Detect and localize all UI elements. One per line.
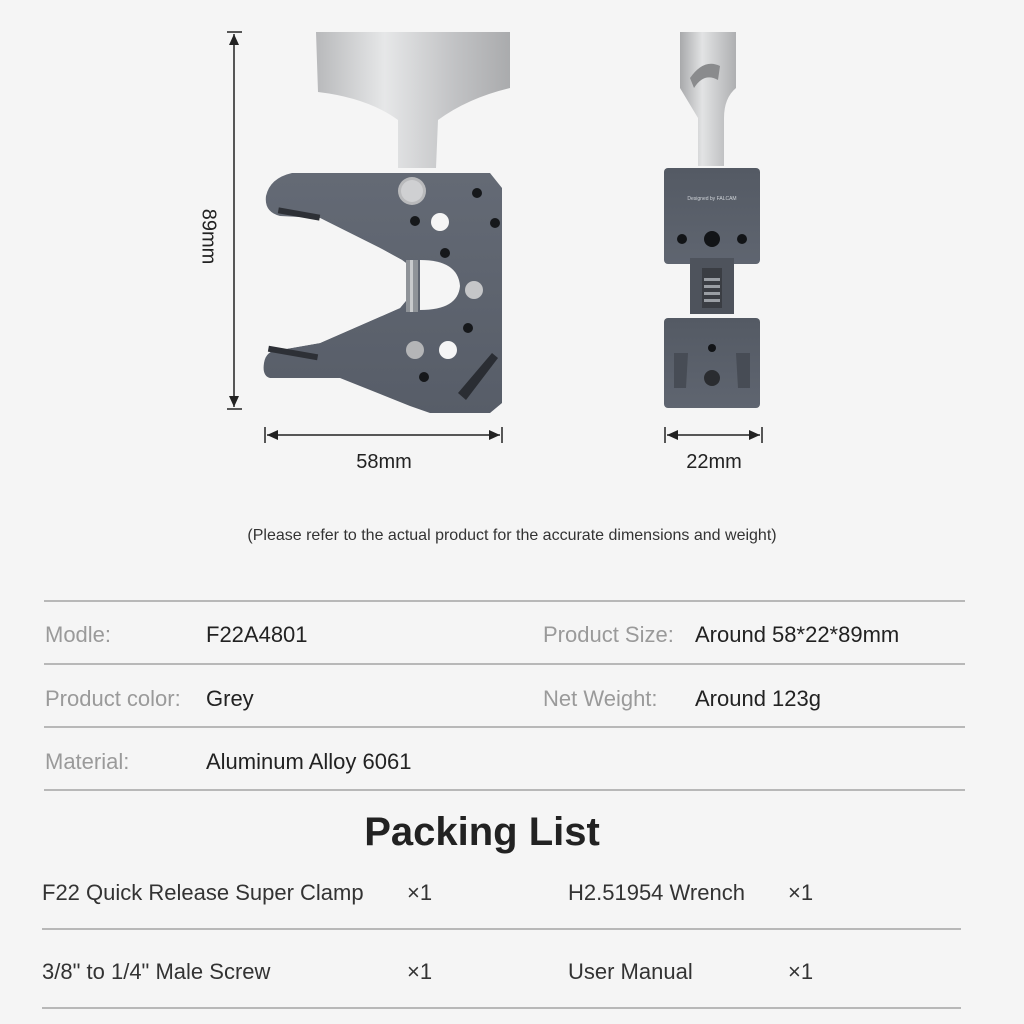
packing-item-name: 3/8" to 1/4" Male Screw (42, 959, 271, 984)
spec-label-model: Modle: (45, 622, 112, 647)
spec-label-material: Material: (45, 749, 130, 774)
spec-value-net-weight: Around 123g (695, 686, 821, 711)
super-clamp-side-view-icon (260, 28, 510, 413)
spec-value-color: Grey (206, 686, 254, 711)
divider (44, 789, 965, 791)
super-clamp-front-view-icon (664, 28, 764, 413)
spec-value-material: Aluminum Alloy 6061 (206, 749, 412, 774)
spec-label-net-weight: Net Weight: (543, 686, 658, 711)
packing-list-title: Packing List (364, 810, 600, 854)
divider (44, 726, 965, 728)
divider (42, 1007, 961, 1009)
packing-item-qty: ×1 (788, 959, 814, 984)
divider (44, 600, 965, 602)
packing-item-qty: ×1 (407, 959, 433, 984)
packing-item-name: F22 Quick Release Super Clamp (42, 880, 364, 905)
packing-item-qty: ×1 (407, 880, 433, 905)
packing-item-qty: ×1 (788, 880, 814, 905)
height-dimension-label: 89mm (197, 208, 220, 265)
depth-dimension-label: 22mm (686, 451, 742, 473)
divider (42, 928, 961, 930)
packing-item-name: User Manual (568, 959, 693, 984)
spec-label-product-size: Product Size: (543, 622, 674, 647)
spec-label-color: Product color: (45, 686, 181, 711)
spec-value-model: F22A4801 (206, 622, 308, 647)
engraving-text: Designed by FALCAM (687, 196, 737, 202)
packing-item-name: H2.51954 Wrench (568, 880, 745, 905)
width-dimension-arrow (262, 424, 506, 446)
divider (44, 663, 965, 665)
spec-value-product-size: Around 58*22*89mm (695, 622, 900, 647)
dimensions-disclaimer: (Please refer to the actual product for the accurate dimensions and weight) (247, 527, 777, 544)
width-dimension-label: 58mm (356, 451, 412, 473)
height-dimension-arrow (222, 28, 246, 414)
depth-dimension-arrow (662, 424, 766, 446)
